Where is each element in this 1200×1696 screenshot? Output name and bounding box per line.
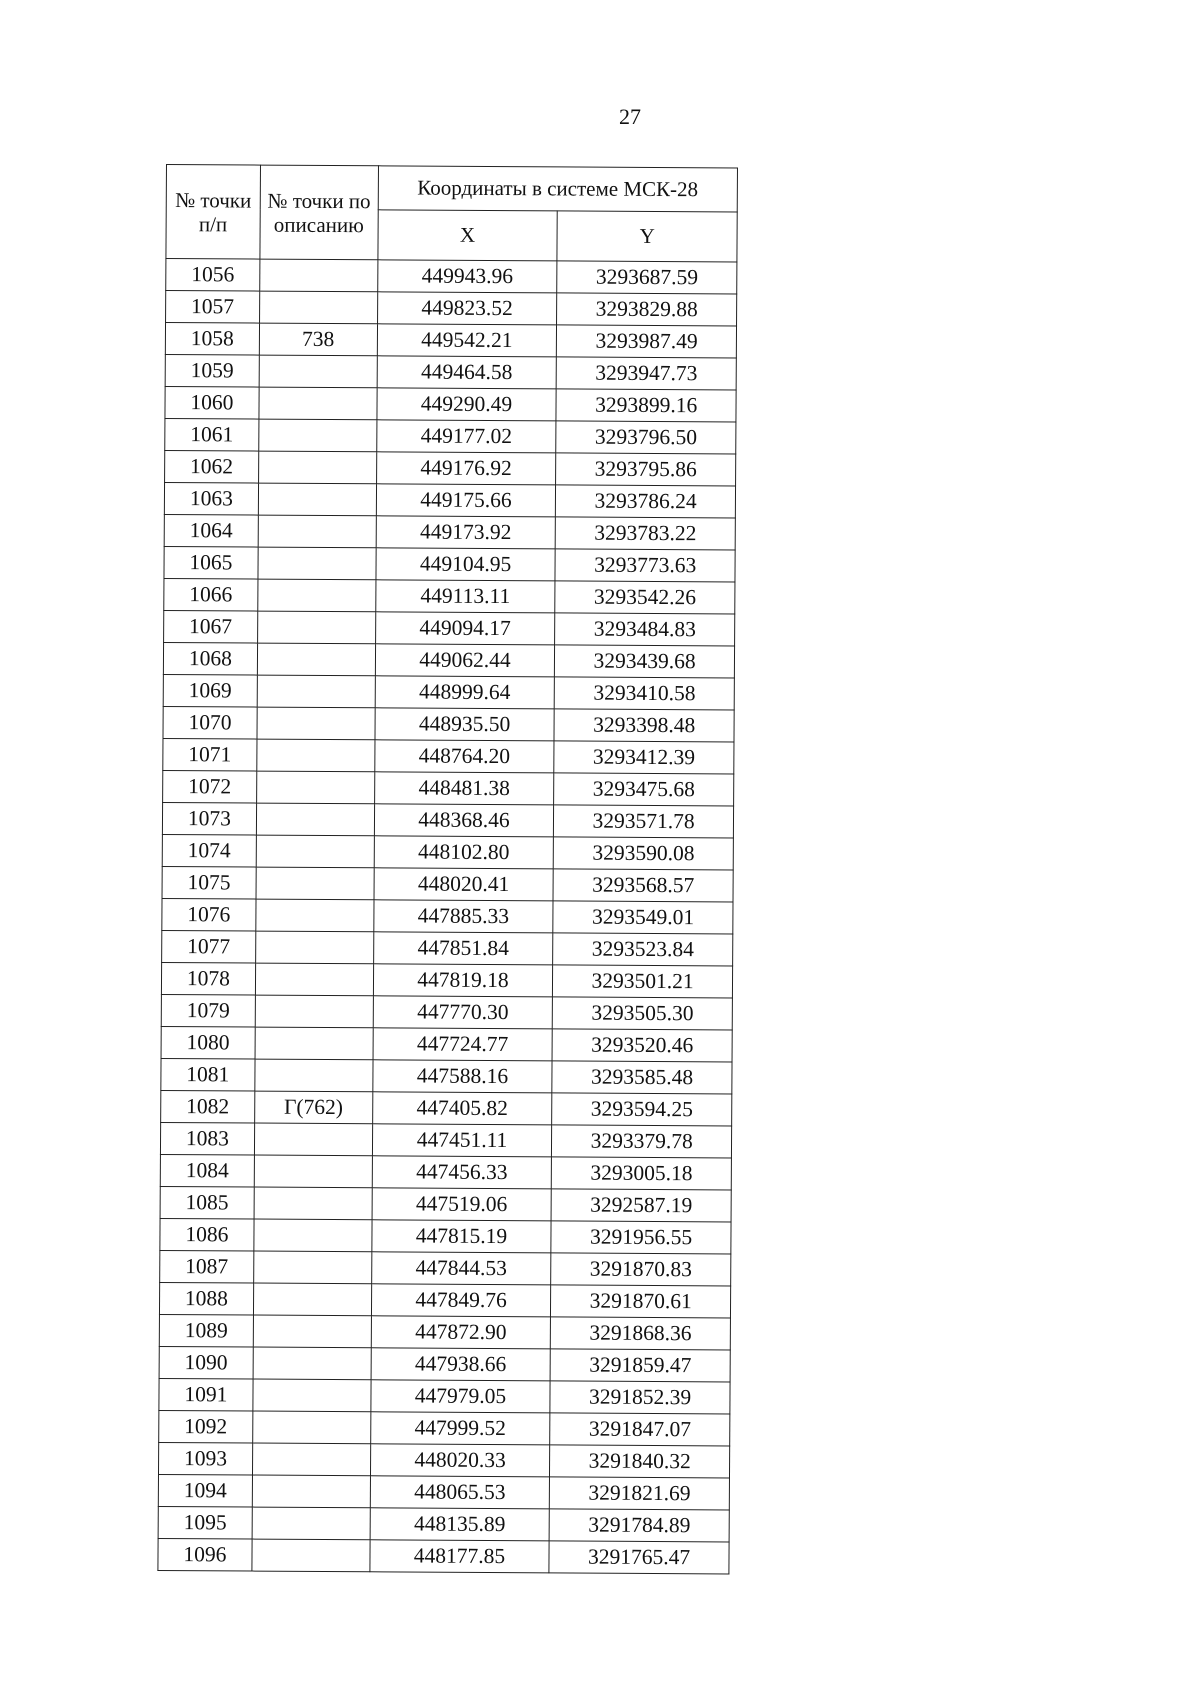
cell-y: 3293398.48 — [554, 709, 734, 742]
cell-y: 3291870.83 — [551, 1253, 731, 1286]
header-description-point-number: № точки по описанию — [260, 165, 378, 260]
cell-y: 3293899.16 — [556, 389, 736, 422]
cell-description-point — [257, 611, 375, 644]
table-row — [162, 930, 733, 965]
cell-x: 449176.92 — [376, 452, 556, 485]
cell-x: 448999.64 — [375, 676, 555, 709]
cell-y: 3293505.30 — [553, 997, 733, 1030]
cell-x: 448177.85 — [370, 1540, 550, 1573]
table-row — [159, 1410, 730, 1445]
table-row — [160, 1154, 731, 1189]
cell-description-point — [258, 451, 376, 484]
cell-y: 3293590.08 — [553, 837, 733, 870]
cell-x: 448368.46 — [374, 804, 554, 837]
cell-point-number: 1091 — [159, 1378, 253, 1411]
cell-x: 447456.33 — [372, 1156, 552, 1189]
cell-point-number: 1083 — [160, 1122, 254, 1155]
cell-x: 449823.52 — [377, 292, 557, 325]
cell-y: 3293475.68 — [554, 773, 734, 806]
cell-point-number: 1077 — [162, 930, 256, 963]
cell-x: 447872.90 — [371, 1316, 551, 1349]
cell-description-point — [255, 1027, 373, 1060]
cell-y: 3291956.55 — [551, 1221, 731, 1254]
cell-description-point — [256, 835, 374, 868]
cell-description-point — [252, 1475, 370, 1508]
cell-y: 3291784.89 — [549, 1509, 729, 1542]
table-row — [158, 1538, 729, 1573]
cell-x: 447815.19 — [372, 1220, 552, 1253]
cell-y: 3293773.63 — [555, 549, 735, 582]
cell-point-number: 1057 — [166, 291, 260, 324]
cell-description-point — [255, 963, 373, 996]
cell-description-point — [255, 995, 373, 1028]
cell-y: 3293484.83 — [555, 613, 735, 646]
cell-description-point — [260, 259, 378, 292]
cell-point-number: 1086 — [160, 1218, 254, 1251]
table-row — [161, 1026, 732, 1061]
cell-y: 3293410.58 — [554, 677, 734, 710]
cell-y: 3293542.26 — [555, 581, 735, 614]
cell-description-point — [259, 291, 377, 324]
cell-x: 449104.95 — [376, 548, 556, 581]
table-row — [161, 1090, 732, 1125]
cell-y: 3293571.78 — [554, 805, 734, 838]
cell-point-number: 1078 — [161, 962, 255, 995]
cell-x: 449177.02 — [376, 420, 556, 453]
cell-y: 3293439.68 — [555, 645, 735, 678]
cell-description-point — [258, 547, 376, 580]
cell-description-point — [257, 675, 375, 708]
cell-y: 3293523.84 — [553, 933, 733, 966]
table-row — [164, 482, 735, 517]
cell-y: 3291859.47 — [550, 1349, 730, 1382]
table-row — [159, 1282, 730, 1317]
cell-x: 449113.11 — [375, 580, 555, 613]
table-row — [164, 578, 735, 613]
table-row — [159, 1314, 730, 1349]
cell-x: 448065.53 — [370, 1476, 550, 1509]
table-row — [163, 642, 734, 677]
header-y: Y — [557, 211, 737, 262]
table-row — [163, 706, 734, 741]
cell-point-number: 1059 — [165, 354, 259, 387]
cell-point-number: 1063 — [164, 482, 258, 515]
cell-point-number: 1080 — [161, 1026, 255, 1059]
cell-y: 3292587.19 — [551, 1189, 731, 1222]
table-row — [164, 610, 735, 645]
table-row — [164, 546, 735, 581]
cell-point-number: 1061 — [165, 418, 259, 451]
cell-point-number: 1089 — [159, 1314, 253, 1347]
table-row — [163, 674, 734, 709]
cell-description-point — [253, 1251, 371, 1284]
table-row — [158, 1474, 729, 1509]
table-row — [160, 1186, 731, 1221]
cell-x: 447844.53 — [371, 1252, 551, 1285]
cell-y: 3293568.57 — [553, 869, 733, 902]
cell-point-number: 1058 — [165, 323, 259, 356]
cell-description-point — [252, 1539, 370, 1572]
cell-y: 3291765.47 — [549, 1541, 729, 1574]
cell-point-number: 1068 — [163, 642, 257, 675]
cell-point-number: 1056 — [166, 259, 260, 292]
table-row — [158, 1506, 729, 1541]
table-row — [162, 898, 733, 933]
cell-description-point — [253, 1347, 371, 1380]
cell-x: 447519.06 — [372, 1188, 552, 1221]
table-row — [165, 354, 736, 389]
cell-description-point — [258, 483, 376, 516]
cell-y: 3291821.69 — [550, 1477, 730, 1510]
cell-description-point — [259, 387, 377, 420]
cell-y: 3291868.36 — [551, 1317, 731, 1350]
table-row — [165, 418, 736, 453]
cell-point-number: 1094 — [158, 1474, 252, 1507]
cell-point-number: 1065 — [164, 546, 258, 579]
cell-y: 3293796.50 — [556, 421, 736, 454]
cell-x: 449943.96 — [377, 260, 557, 293]
cell-description-point — [254, 1187, 372, 1220]
cell-description-point — [258, 579, 376, 612]
cell-point-number: 1072 — [163, 770, 257, 803]
table-row — [162, 802, 733, 837]
cell-point-number: 1081 — [161, 1058, 255, 1091]
table-row — [158, 1442, 729, 1477]
cell-x: 447999.52 — [370, 1412, 550, 1445]
cell-y: 3293987.49 — [557, 325, 737, 358]
header-x: X — [378, 210, 558, 261]
cell-description-point — [253, 1283, 371, 1316]
cell-point-number: 1087 — [160, 1250, 254, 1283]
cell-point-number: 1060 — [165, 386, 259, 419]
cell-y: 3291870.61 — [551, 1285, 731, 1318]
table-row — [166, 291, 737, 326]
cell-description-point — [259, 419, 377, 452]
cell-x: 449173.92 — [376, 516, 556, 549]
table-row — [161, 962, 732, 997]
cell-x: 448935.50 — [375, 708, 555, 741]
cell-point-number: 1070 — [163, 706, 257, 739]
table-row — [165, 386, 736, 421]
cell-x: 447588.16 — [373, 1060, 553, 1093]
cell-description-point — [253, 1315, 371, 1348]
cell-point-number: 1074 — [162, 834, 256, 867]
cell-description-point — [257, 643, 375, 676]
cell-description-point — [256, 803, 374, 836]
cell-description-point — [256, 771, 374, 804]
cell-point-number: 1073 — [162, 802, 256, 835]
cell-x: 449542.21 — [377, 324, 557, 357]
cell-x: 447979.05 — [371, 1380, 551, 1413]
cell-point-number: 1079 — [161, 994, 255, 1027]
table-row — [165, 450, 736, 485]
cell-y: 3293549.01 — [553, 901, 733, 934]
cell-y: 3293379.78 — [552, 1125, 732, 1158]
cell-description-point — [252, 1507, 370, 1540]
table-row — [163, 738, 734, 773]
table-row — [161, 1058, 732, 1093]
cell-point-number: 1088 — [159, 1282, 253, 1315]
cell-description-point — [257, 707, 375, 740]
cell-x: 448481.38 — [374, 772, 554, 805]
cell-y: 3293947.73 — [556, 357, 736, 390]
cell-point-number: 1085 — [160, 1186, 254, 1219]
cell-description-point — [258, 515, 376, 548]
cell-y: 3293520.46 — [552, 1029, 732, 1062]
cell-y: 3293501.21 — [553, 965, 733, 998]
cell-point-number: 1075 — [162, 866, 256, 899]
cell-x: 448020.41 — [374, 868, 554, 901]
table-row — [164, 514, 735, 549]
cell-x: 448020.33 — [370, 1444, 550, 1477]
cell-description-point — [256, 899, 374, 932]
cell-x: 449290.49 — [377, 388, 557, 421]
cell-description-point — [255, 931, 373, 964]
table-row — [160, 1218, 731, 1253]
cell-x: 449094.17 — [375, 612, 555, 645]
cell-y: 3293795.86 — [556, 453, 736, 486]
cell-point-number: 1067 — [164, 610, 258, 643]
cell-point-number: 1092 — [159, 1410, 253, 1443]
cell-x: 447451.11 — [372, 1124, 552, 1157]
cell-y: 3293005.18 — [552, 1157, 732, 1190]
cell-x: 447885.33 — [374, 900, 554, 933]
cell-point-number: 1093 — [158, 1442, 252, 1475]
table-body — [158, 259, 737, 1574]
table-row — [165, 323, 736, 358]
table-row — [162, 866, 733, 901]
cell-description-point — [256, 867, 374, 900]
cell-x: 449062.44 — [375, 644, 555, 677]
cell-x: 448764.20 — [374, 740, 554, 773]
cell-description-point — [253, 1379, 371, 1412]
cell-point-number: 1066 — [164, 578, 258, 611]
cell-point-number: 1096 — [158, 1538, 252, 1571]
cell-point-number: 1082 — [161, 1090, 255, 1123]
cell-description-point: Г(762) — [254, 1091, 372, 1124]
header-point-number: № точки п/п — [166, 165, 260, 260]
cell-description-point — [254, 1219, 372, 1252]
table-row — [163, 770, 734, 805]
cell-y: 3291847.07 — [550, 1413, 730, 1446]
cell-point-number: 1084 — [160, 1154, 254, 1187]
cell-description-point — [254, 1123, 372, 1156]
cell-x: 448135.89 — [370, 1508, 550, 1541]
cell-y: 3293829.88 — [557, 293, 737, 326]
header-coordinate-system: Координаты в системе МСК-28 — [378, 166, 738, 212]
cell-y: 3293786.24 — [556, 485, 736, 518]
cell-description-point — [257, 739, 375, 772]
coordinates-table — [157, 164, 738, 1574]
cell-point-number: 1062 — [165, 450, 259, 483]
cell-x: 449175.66 — [376, 484, 556, 517]
table-row — [166, 259, 737, 294]
cell-description-point: 738 — [259, 323, 377, 356]
cell-point-number: 1069 — [163, 674, 257, 707]
cell-description-point — [252, 1443, 370, 1476]
table-row — [162, 834, 733, 869]
cell-y: 3293783.22 — [555, 517, 735, 550]
cell-x: 447851.84 — [373, 932, 553, 965]
cell-x: 448102.80 — [374, 836, 554, 869]
cell-y: 3293594.25 — [552, 1093, 732, 1126]
cell-y: 3293585.48 — [552, 1061, 732, 1094]
cell-description-point — [255, 1059, 373, 1092]
cell-x: 449464.58 — [377, 356, 557, 389]
cell-point-number: 1064 — [164, 514, 258, 547]
table-row — [159, 1346, 730, 1381]
cell-y: 3291840.32 — [550, 1445, 730, 1478]
cell-y: 3293412.39 — [554, 741, 734, 774]
cell-x: 447405.82 — [372, 1092, 552, 1125]
cell-x: 447819.18 — [373, 964, 553, 997]
cell-y: 3293687.59 — [557, 261, 737, 294]
cell-point-number: 1071 — [163, 738, 257, 771]
cell-y: 3291852.39 — [550, 1381, 730, 1414]
cell-point-number: 1095 — [158, 1506, 252, 1539]
cell-point-number: 1090 — [159, 1346, 253, 1379]
table-row — [160, 1122, 731, 1157]
cell-description-point — [259, 355, 377, 388]
cell-description-point — [253, 1411, 371, 1444]
cell-x: 447938.66 — [371, 1348, 551, 1381]
page-number: 27 — [619, 104, 641, 129]
table-row — [159, 1378, 730, 1413]
table-row — [160, 1250, 731, 1285]
cell-x: 447770.30 — [373, 996, 553, 1029]
cell-x: 447724.77 — [373, 1028, 553, 1061]
cell-description-point — [254, 1155, 372, 1188]
cell-point-number: 1076 — [162, 898, 256, 931]
table-row — [161, 994, 732, 1029]
cell-x: 447849.76 — [371, 1284, 551, 1317]
